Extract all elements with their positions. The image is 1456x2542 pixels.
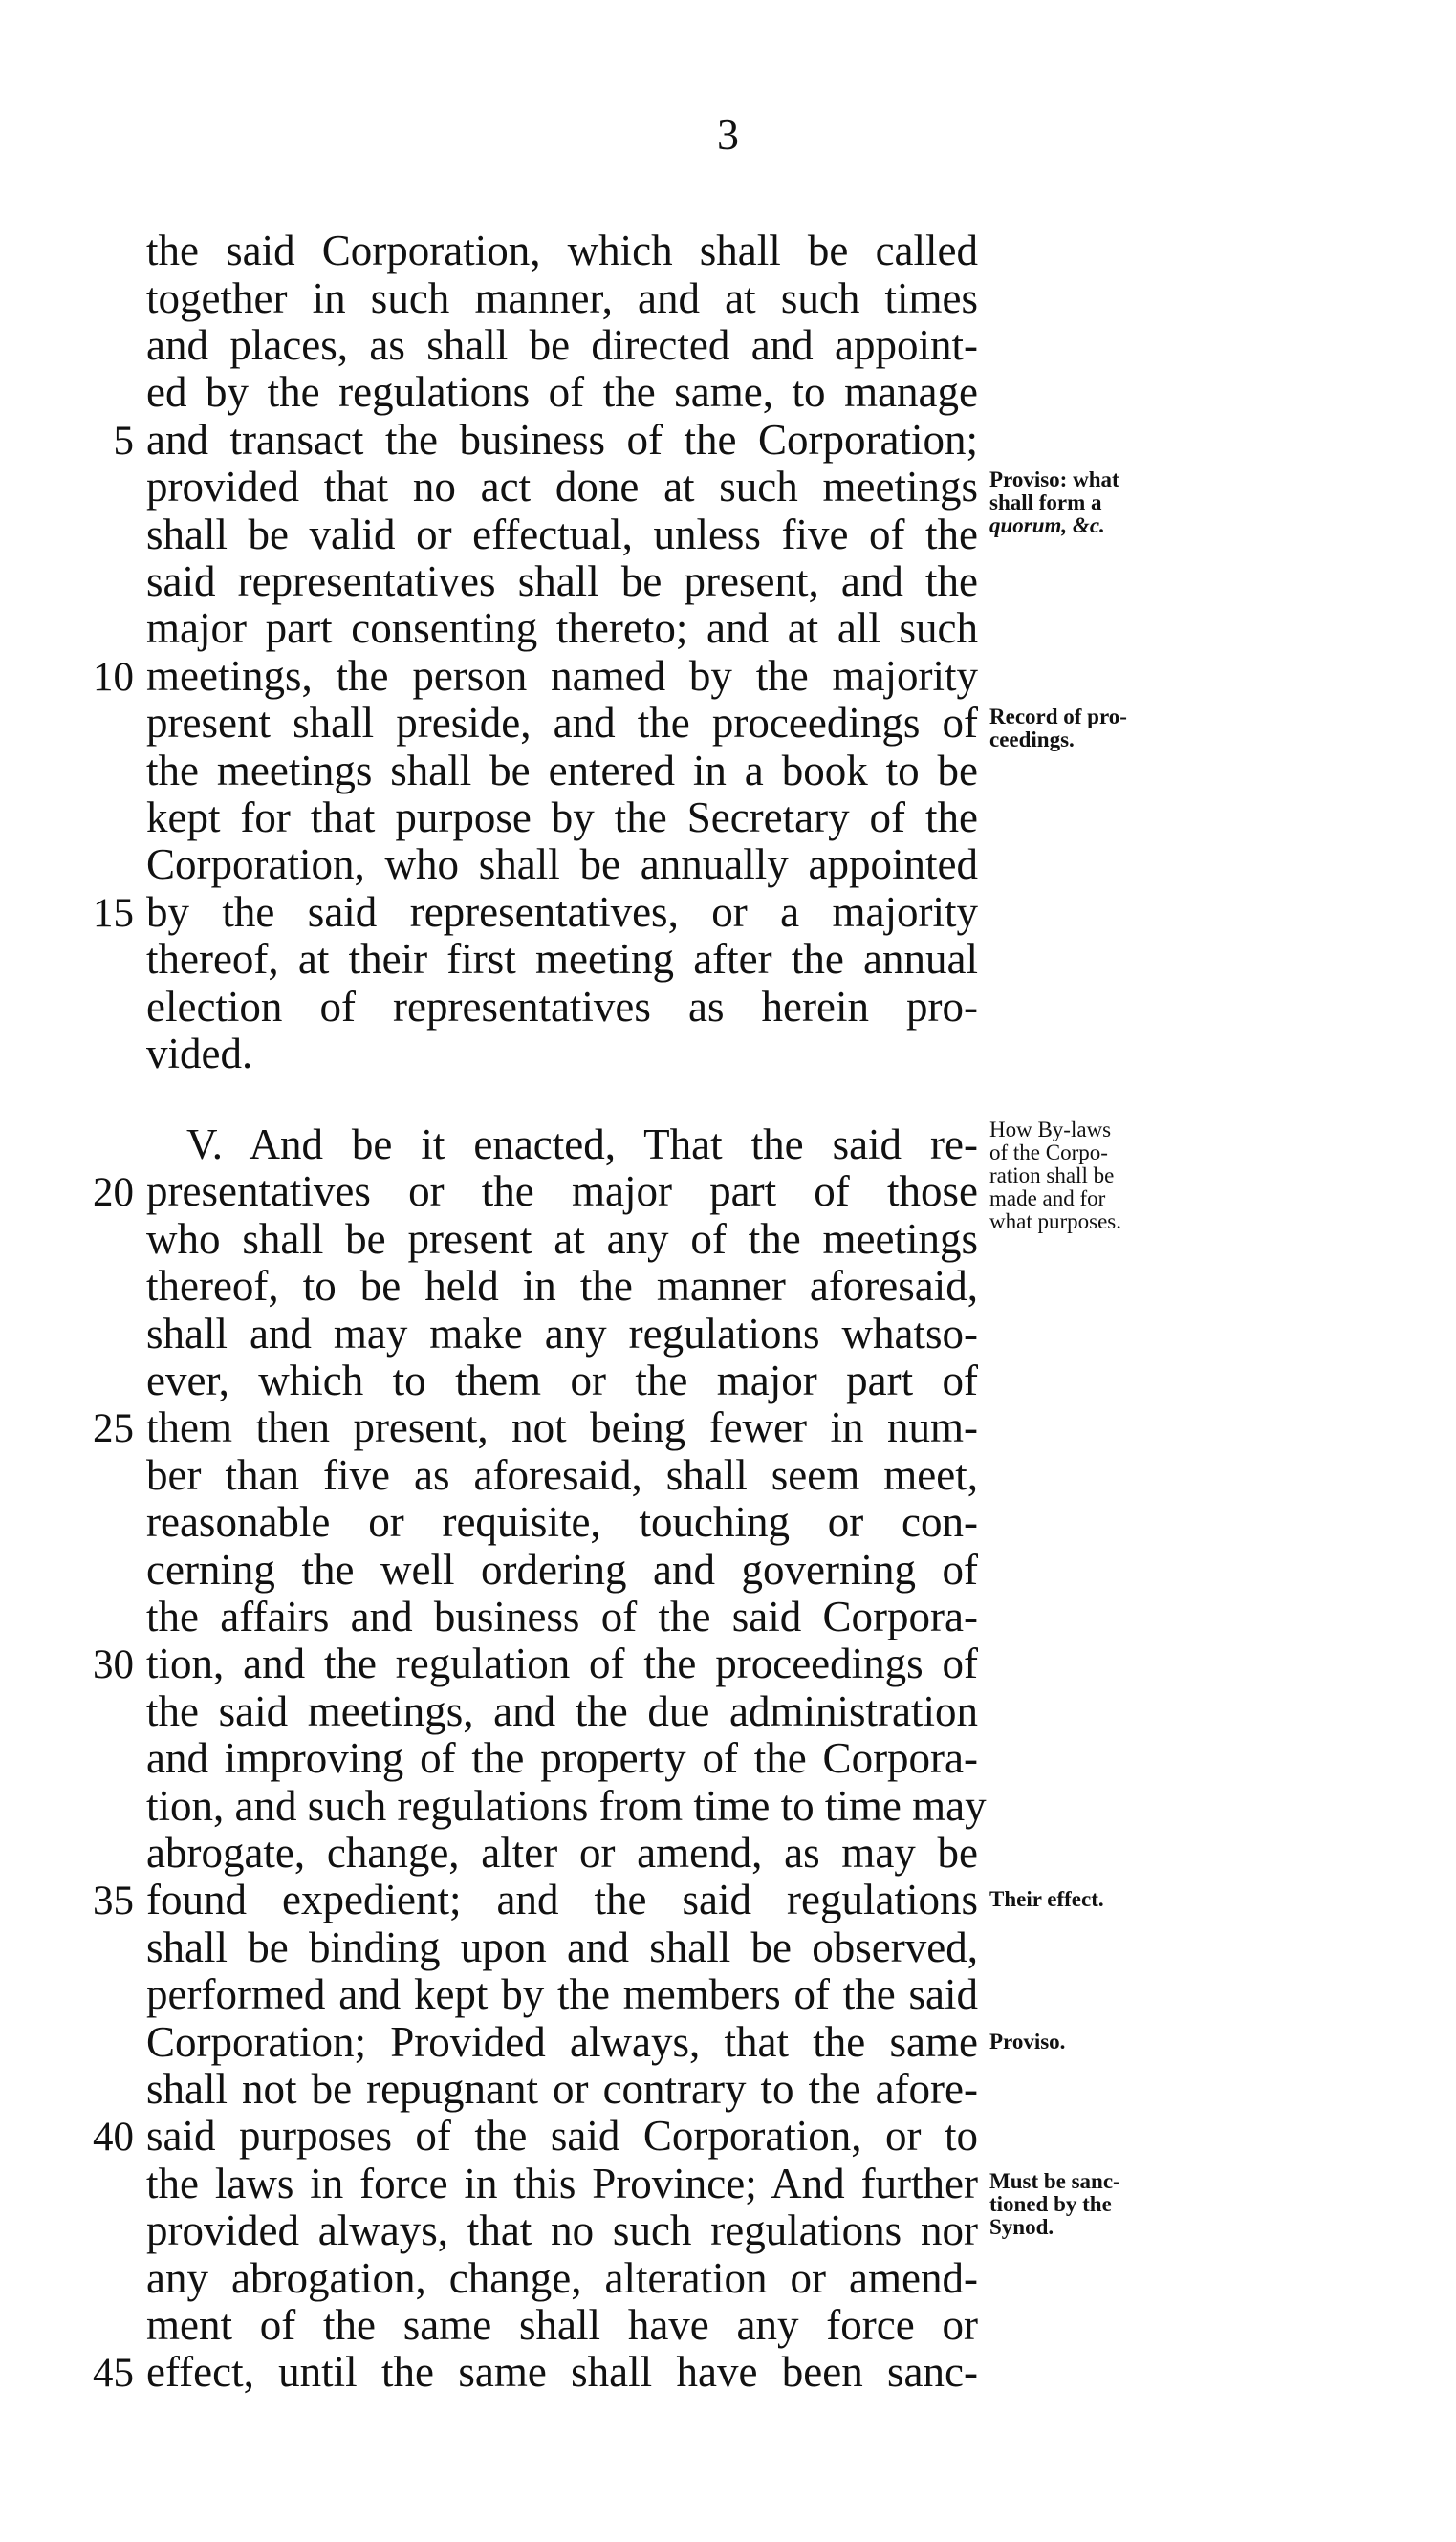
line-number: 20 xyxy=(93,1170,134,1215)
text-line: ed by the regulations of the same, to manage xyxy=(146,368,978,416)
text-line: vided. xyxy=(146,1030,253,1077)
marginal-note-line: How By-laws xyxy=(989,1118,1112,1141)
text-line: major part consenting thereto; and at all such xyxy=(146,604,978,652)
text-line: and places, as shall be directed and appoint- xyxy=(146,321,978,369)
marginal-note-quorum xyxy=(989,468,1219,537)
text-line: together in such manner, and at such times xyxy=(146,274,978,322)
marginal-note-line: Their effect. xyxy=(989,1887,1104,1911)
marginal-note-proviso xyxy=(989,2031,1219,2053)
text-line: kept for that purpose by the Secretary of the xyxy=(146,793,978,841)
marginal-note-line: Record of pro- xyxy=(989,705,1127,728)
marginal-note-line: shall form a xyxy=(989,490,1102,514)
text-line: election of representatives as herein pro- xyxy=(146,983,978,1031)
marginal-note-line: Proviso: what xyxy=(989,467,1119,491)
text-line: cerning the well ordering and governing of xyxy=(146,1546,978,1594)
line-number: 15 xyxy=(93,891,134,936)
text-line: the laws in force in this Province; And further xyxy=(146,2160,978,2207)
marginal-note-record xyxy=(989,706,1219,751)
text-line: effect, until the same shall have been sanc- xyxy=(146,2348,978,2396)
marginal-note-line: ration shall be xyxy=(989,1163,1115,1187)
marginal-note-line: quorum, &c. xyxy=(989,513,1105,537)
text-line: the meetings shall be entered in a book to be xyxy=(146,747,978,794)
text-line: by the said representatives, or a majority xyxy=(146,888,978,936)
line-number: 10 xyxy=(93,655,134,700)
line-number: 5 xyxy=(113,419,134,464)
text-line: meetings, the person named by the majority xyxy=(146,652,978,700)
text-line: provided that no act done at such meetings xyxy=(146,463,978,511)
text-line: ber than five as aforesaid, shall seem meet, xyxy=(146,1451,978,1499)
text-line: abrogate, change, alter or amend, as may be xyxy=(146,1829,978,1877)
text-line: shall be binding upon and shall be observed, xyxy=(146,1923,978,1971)
marginal-note-line: made and for xyxy=(989,1186,1106,1210)
text-line: shall not be repugnant or contrary to the afore- xyxy=(146,2065,978,2113)
text-line: ment of the same shall have any force or xyxy=(146,2301,978,2349)
page-number: 3 xyxy=(717,110,739,159)
marginal-note-by-laws xyxy=(989,1119,1219,1233)
marginal-note-line: of the Corpo- xyxy=(989,1141,1108,1164)
line-number: 45 xyxy=(93,2351,134,2396)
text-line: ever, which to them or the major part of xyxy=(146,1357,978,1404)
text-line: provided always, that no such regulations nor xyxy=(146,2206,978,2254)
text-line: Corporation; Provided always, that the same xyxy=(146,2018,978,2066)
text-line: who shall be present at any of the meetings xyxy=(146,1215,978,1263)
text-line: Corporation, who shall be annually appointed xyxy=(146,840,978,888)
text-line: them then present, not being fewer in num- xyxy=(146,1403,978,1451)
marginal-note-synod xyxy=(989,2170,1219,2239)
text-line: tion, and the regulation of the proceedings of xyxy=(146,1640,978,1687)
text-line: presentatives or the major part of those xyxy=(146,1167,978,1215)
marginal-note-line: ceedings. xyxy=(989,728,1075,751)
text-line: the said meetings, and the due administration xyxy=(146,1687,978,1735)
text-line: found expedient; and the said regulations xyxy=(146,1876,978,1923)
text-line: and improving of the property of the Corpora- xyxy=(146,1734,978,1782)
marginal-note-line: tioned by the xyxy=(989,2192,1112,2216)
marginal-note-line: Synod. xyxy=(989,2215,1054,2239)
text-line: shall and may make any regulations whatso- xyxy=(146,1310,978,1358)
line-number: 30 xyxy=(93,1642,134,1687)
line-number: 40 xyxy=(93,2115,134,2160)
section-heading-line: V. And be it enacted, That the said re- xyxy=(186,1120,978,1168)
marginal-note-effect xyxy=(989,1888,1219,1911)
text-line: the said Corporation, which shall be called xyxy=(146,227,978,274)
marginal-note-line: what purposes. xyxy=(989,1209,1121,1233)
marginal-note-line: Must be sanc- xyxy=(989,2169,1120,2193)
marginal-note-line: Proviso. xyxy=(989,2030,1066,2053)
text-line: reasonable or requisite, touching or con- xyxy=(146,1498,978,1546)
text-line: thereof, at their first meeting after the annual xyxy=(146,935,978,983)
line-number: 35 xyxy=(93,1879,134,1923)
text-line: said representatives shall be present, and the xyxy=(146,557,978,605)
text-line: the affairs and business of the said Corpora- xyxy=(146,1593,978,1640)
text-line: thereof, to be held in the manner aforesaid, xyxy=(146,1262,978,1310)
text-line: said purposes of the said Corporation, or to xyxy=(146,2112,978,2160)
text-line: any abrogation, change, alteration or amend- xyxy=(146,2254,978,2302)
text-line: performed and kept by the members of the said xyxy=(146,1970,978,2018)
line-number: 25 xyxy=(93,1406,134,1451)
text-line: shall be valid or effectual, unless five of the xyxy=(146,511,978,558)
text-line: and transact the business of the Corporation; xyxy=(146,416,978,464)
text-line: present shall preside, and the proceedings of xyxy=(146,699,978,747)
text-line: tion, and such regulations from time to time may xyxy=(146,1782,987,1830)
